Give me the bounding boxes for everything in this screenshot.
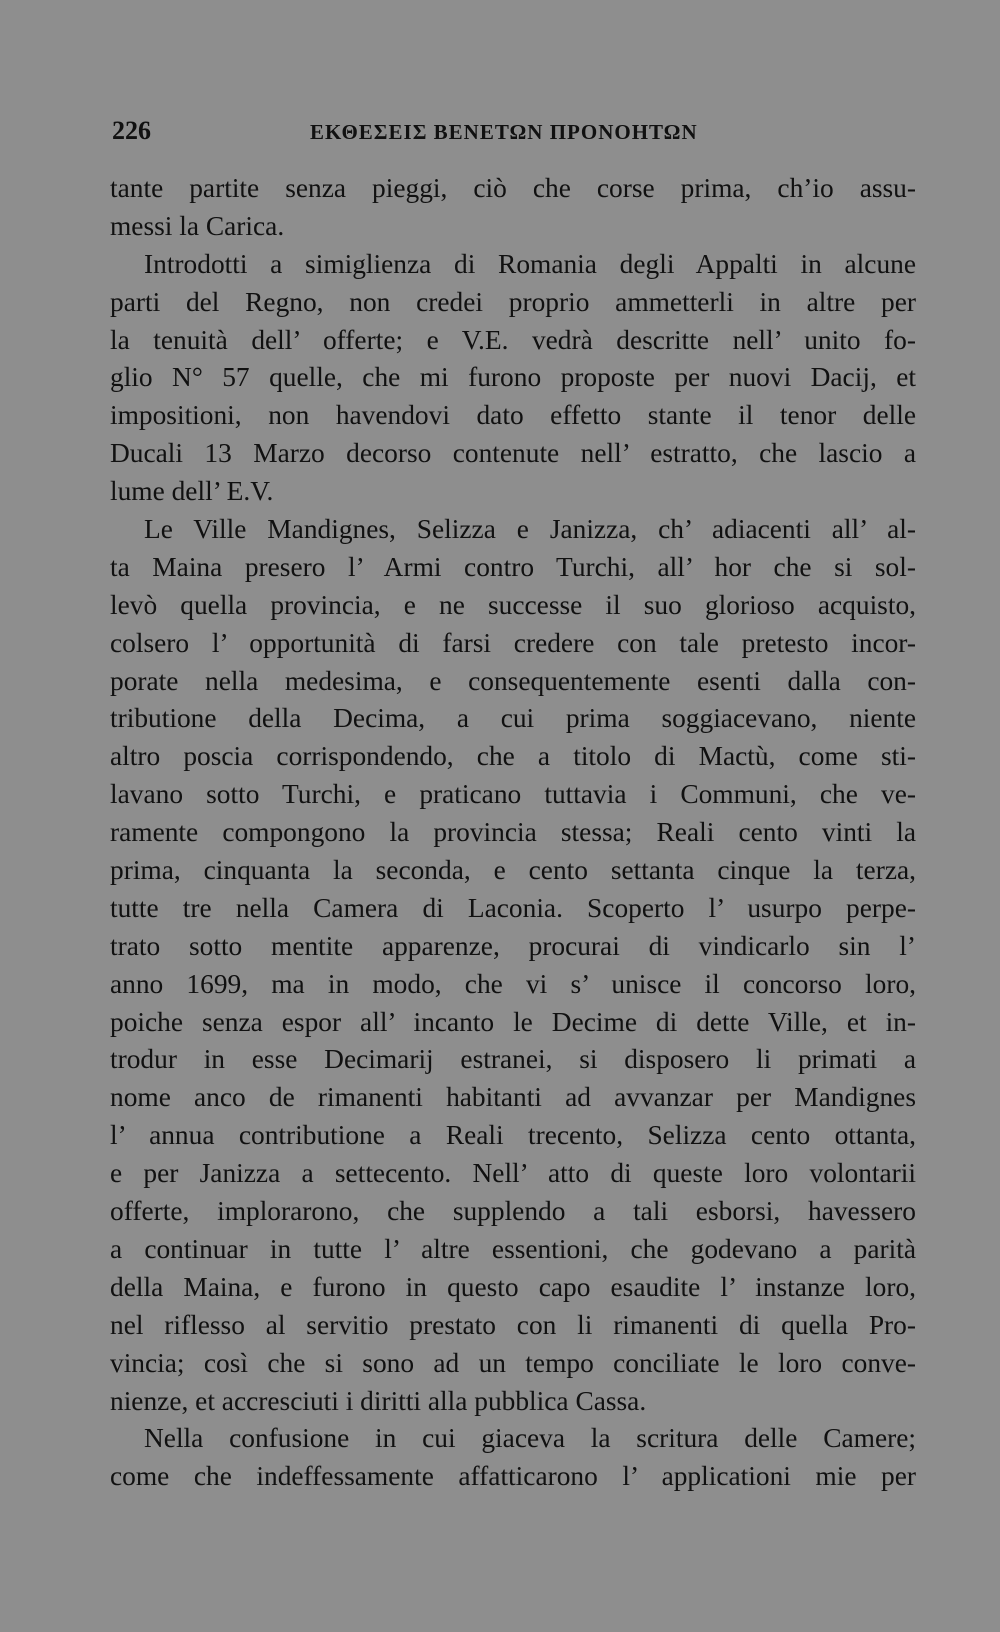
- body-text: [110, 170, 916, 1496]
- text-line: colsero l’ opportunità di farsi credere con tale pretesto incor-: [110, 627, 916, 658]
- text-line: la tenuità dell’ offerte; e V.E. vedrà descritte nell’ unito fo-: [110, 324, 916, 355]
- text-line: nel riflesso al servitio prestato con li rimanenti di quella Pro-: [110, 1309, 916, 1340]
- text-line: poiche senza espor all’ incanto le Decime di dette Ville, et in-: [110, 1006, 916, 1037]
- text-line: a continuar in tutte l’ altre essentioni, che godevano a parità: [110, 1233, 916, 1264]
- text-line: offerte, implorarono, che supplendo a tali esborsi, havessero: [110, 1196, 916, 1227]
- text-line: lume dell’ E.V.: [110, 476, 274, 507]
- text-line: Introdotti a simiglienza di Romania degli Appalti in alcune: [144, 248, 916, 279]
- text-line: lavano sotto Turchi, e praticano tuttavia i Communi, che ve-: [110, 779, 916, 810]
- text-line: trodur in esse Decimarij estranei, si disposero li primati a: [110, 1044, 916, 1075]
- text-line: della Maina, e furono in questo capo esaudite l’ instanze loro,: [110, 1271, 916, 1302]
- text-line: ta Maina presero l’ Armi contro Turchi, all’ hor che si sol-: [110, 551, 916, 582]
- text-line: nome anco de rimanenti habitanti ad avvanzar per Mandignes: [110, 1082, 916, 1113]
- text-line: come che indeffessamente affatticarono l’ applicationi mie per: [110, 1461, 916, 1492]
- text-line: porate nella medesima, e consequentemente esenti dalla con-: [110, 665, 916, 696]
- text-line: l’ annua contributione a Reali trecento, Selizza cento ottanta,: [110, 1120, 916, 1151]
- text-line: Ducali 13 Marzo decorso contenute nell’ estratto, che lascio a: [110, 438, 916, 469]
- text-line: tante partite senza pieggi, ciò che corse prima, ch’io assu-: [110, 173, 916, 203]
- text-line: impositioni, non havendovi dato effetto stante il tenor delle: [110, 400, 916, 431]
- running-head-title: ΕΚΘΕΣΕΙΣ ΒΕΝΕΤΩΝ ΠΡΟΝΟΗΤΩΝ: [310, 120, 698, 144]
- text-line: trato sotto mentite apparenze, procurai di vindicarlo sin l’: [110, 930, 916, 961]
- text-line: prima, cinquanta la seconda, e cento settanta cinque la terza,: [110, 855, 916, 886]
- text-line: levò quella provincia, e ne successe il suo glorioso acquisto,: [110, 589, 916, 620]
- text-line: messi la Carica.: [110, 210, 285, 241]
- text-line: glio N° 57 quelle, che mi furono proposte per nuovi Dacij, et: [110, 362, 916, 393]
- text-line: tributione della Decima, a cui prima soggiacevano, niente: [110, 703, 916, 734]
- running-head: [112, 116, 902, 156]
- text-line: e per Janizza a settecento. Nell’ atto di queste loro volontarii: [110, 1158, 916, 1189]
- page-number: 226: [112, 116, 151, 145]
- text-line: parti del Regno, non credei proprio ammetterli in altre per: [110, 286, 916, 317]
- text-line: tutte tre nella Camera di Laconia. Scoperto l’ usurpo perpe-: [110, 892, 916, 923]
- text-line: Nella confusione in cui giaceva la scritura delle Camere;: [144, 1423, 916, 1454]
- text-line: altro poscia corrispondendo, che a titolo di Mactù, come sti-: [110, 741, 916, 772]
- text-line: ramente compongono la provincia stessa; Reali cento vinti la: [110, 817, 916, 848]
- text-line: anno 1699, ma in modo, che vi s’ unisce il concorso loro,: [110, 968, 916, 999]
- text-line: Le Ville Mandignes, Selizza e Janizza, ch’ adiacenti all’ al-: [144, 514, 916, 545]
- text-line: nienze, et accresciuti i diritti alla pubblica Cassa.: [110, 1385, 647, 1416]
- text-line: vincia; così che si sono ad un tempo conciliate le loro conve-: [110, 1347, 916, 1378]
